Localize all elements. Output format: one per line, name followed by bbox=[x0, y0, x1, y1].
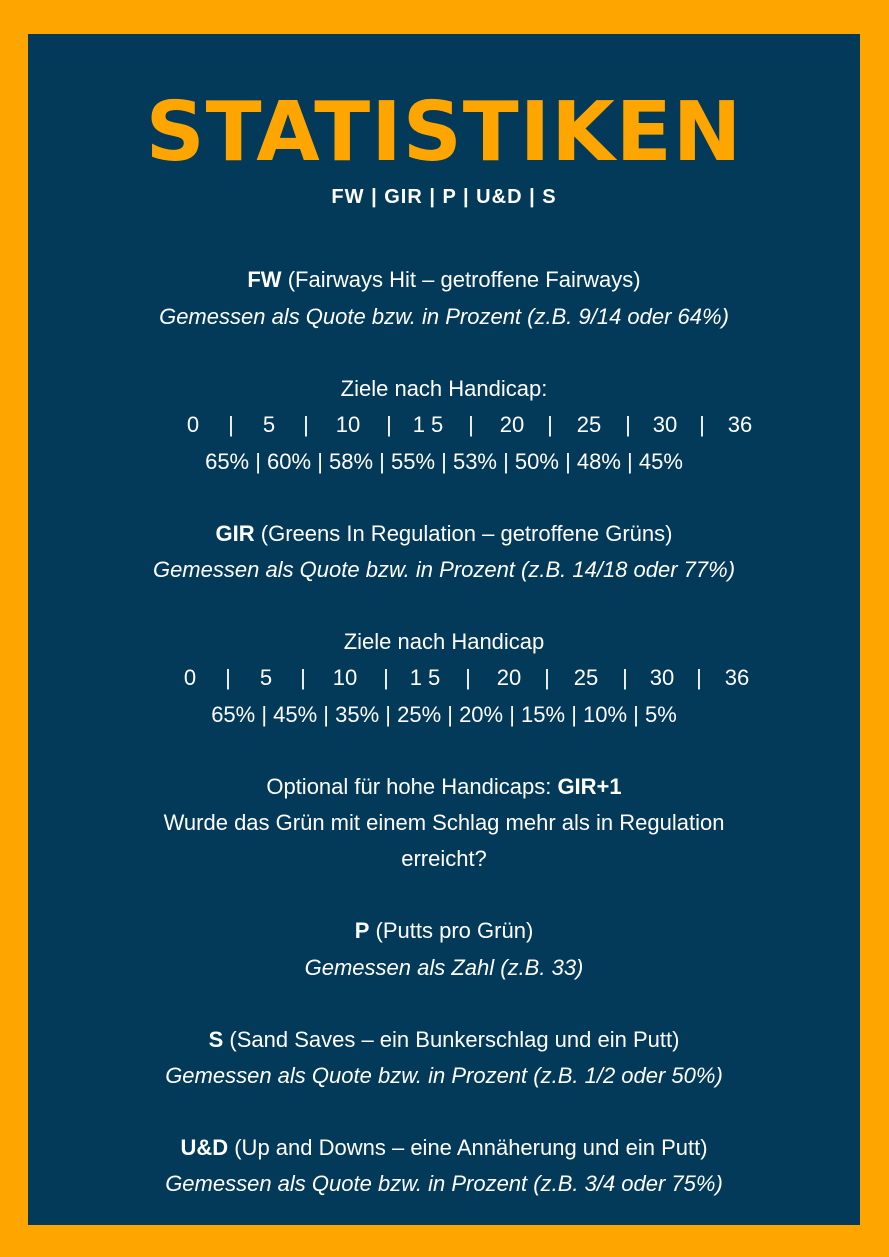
gir-heading bbox=[28, 520, 860, 548]
ud-heading bbox=[28, 1134, 860, 1162]
gir-handicap: 25 bbox=[573, 665, 599, 690]
optional-question-line1: Wurde das Grün mit einem Schlag mehr als in Regulation bbox=[163, 810, 725, 835]
gir-handicap: 5 bbox=[259, 665, 273, 690]
fw-heading bbox=[28, 266, 860, 294]
ud-abbr: U&D bbox=[180, 1135, 229, 1160]
fw-separator: | bbox=[386, 412, 392, 437]
gir-handicap: 36 bbox=[724, 665, 750, 690]
fw-handicap: 0 bbox=[186, 412, 200, 437]
optional-prefix: Optional für hohe Handicaps: bbox=[266, 774, 552, 799]
optional-heading bbox=[28, 773, 860, 801]
gir-handicap: 1 5 bbox=[409, 665, 441, 690]
fw-handicap: 1 5 bbox=[412, 412, 444, 437]
s-heading bbox=[28, 1026, 860, 1054]
fw-separator: | bbox=[228, 412, 234, 437]
ud-desc: (Up and Downs – eine Annäherung und ein Putt) bbox=[234, 1135, 708, 1160]
p-desc: (Putts pro Grün) bbox=[375, 918, 534, 943]
fw-separator: | bbox=[547, 412, 553, 437]
fw-target-values: 65% | 60% | 58% | 55% | 53% | 50% | 48% | 45% bbox=[205, 449, 683, 474]
fw-separator: | bbox=[468, 412, 474, 437]
gir-measure: Gemessen als Quote bzw. in Prozent (z.B. 14/18 oder 77%) bbox=[152, 557, 736, 582]
gir-separator: | bbox=[225, 665, 231, 690]
p-heading bbox=[28, 917, 860, 945]
gir-handicap: 0 bbox=[183, 665, 197, 690]
gir-separator: | bbox=[696, 665, 702, 690]
s-desc: (Sand Saves – ein Bunkerschlag und ein Putt) bbox=[229, 1027, 680, 1052]
gir-separator: | bbox=[544, 665, 550, 690]
content-panel bbox=[28, 34, 860, 1225]
fw-measure: Gemessen als Quote bzw. in Prozent (z.B. 9/14 oder 64%) bbox=[159, 304, 729, 329]
ud-measure: Gemessen als Quote bzw. in Prozent (z.B. 3/4 oder 75%) bbox=[165, 1171, 723, 1196]
fw-separator: | bbox=[699, 412, 705, 437]
fw-separator: | bbox=[303, 412, 309, 437]
gir-handicap: 10 bbox=[332, 665, 358, 690]
fw-desc: (Fairways Hit – getroffene Fairways) bbox=[287, 267, 641, 292]
optional-question-line2: erreicht? bbox=[401, 846, 487, 871]
fw-handicap: 10 bbox=[335, 412, 361, 437]
fw-handicap-row bbox=[28, 411, 860, 439]
fw-handicap: 20 bbox=[499, 412, 525, 437]
fw-handicap: 30 bbox=[652, 412, 678, 437]
gir-separator: | bbox=[622, 665, 628, 690]
page-title: STATISTIKEN bbox=[145, 85, 743, 180]
p-measure: Gemessen als Zahl (z.B. 33) bbox=[304, 955, 584, 980]
gir-target-values: 65% | 45% | 35% | 25% | 20% | 15% | 10% | 5% bbox=[211, 702, 677, 727]
gir-separator: | bbox=[383, 665, 389, 690]
gir-targets-heading: Ziele nach Handicap bbox=[343, 629, 545, 654]
optional-abbr: GIR+1 bbox=[557, 774, 622, 799]
gir-handicap: 30 bbox=[649, 665, 675, 690]
page-subtitle: FW | GIR | P | U&D | S bbox=[331, 186, 557, 208]
fw-abbr: FW bbox=[247, 267, 282, 292]
fw-handicap: 25 bbox=[576, 412, 602, 437]
fw-targets-heading: Ziele nach Handicap: bbox=[340, 376, 548, 401]
s-measure: Gemessen als Quote bzw. in Prozent (z.B. 1/2 oder 50%) bbox=[165, 1063, 723, 1088]
fw-handicap: 36 bbox=[727, 412, 753, 437]
gir-separator: | bbox=[465, 665, 471, 690]
gir-separator: | bbox=[300, 665, 306, 690]
gir-desc: (Greens In Regulation – getroffene Grüns) bbox=[260, 521, 673, 546]
p-abbr: P bbox=[354, 918, 370, 943]
gir-abbr: GIR bbox=[215, 521, 255, 546]
s-abbr: S bbox=[208, 1027, 224, 1052]
fw-separator: | bbox=[625, 412, 631, 437]
fw-handicap: 5 bbox=[262, 412, 276, 437]
gir-handicap-row bbox=[28, 664, 860, 692]
gir-handicap: 20 bbox=[496, 665, 522, 690]
